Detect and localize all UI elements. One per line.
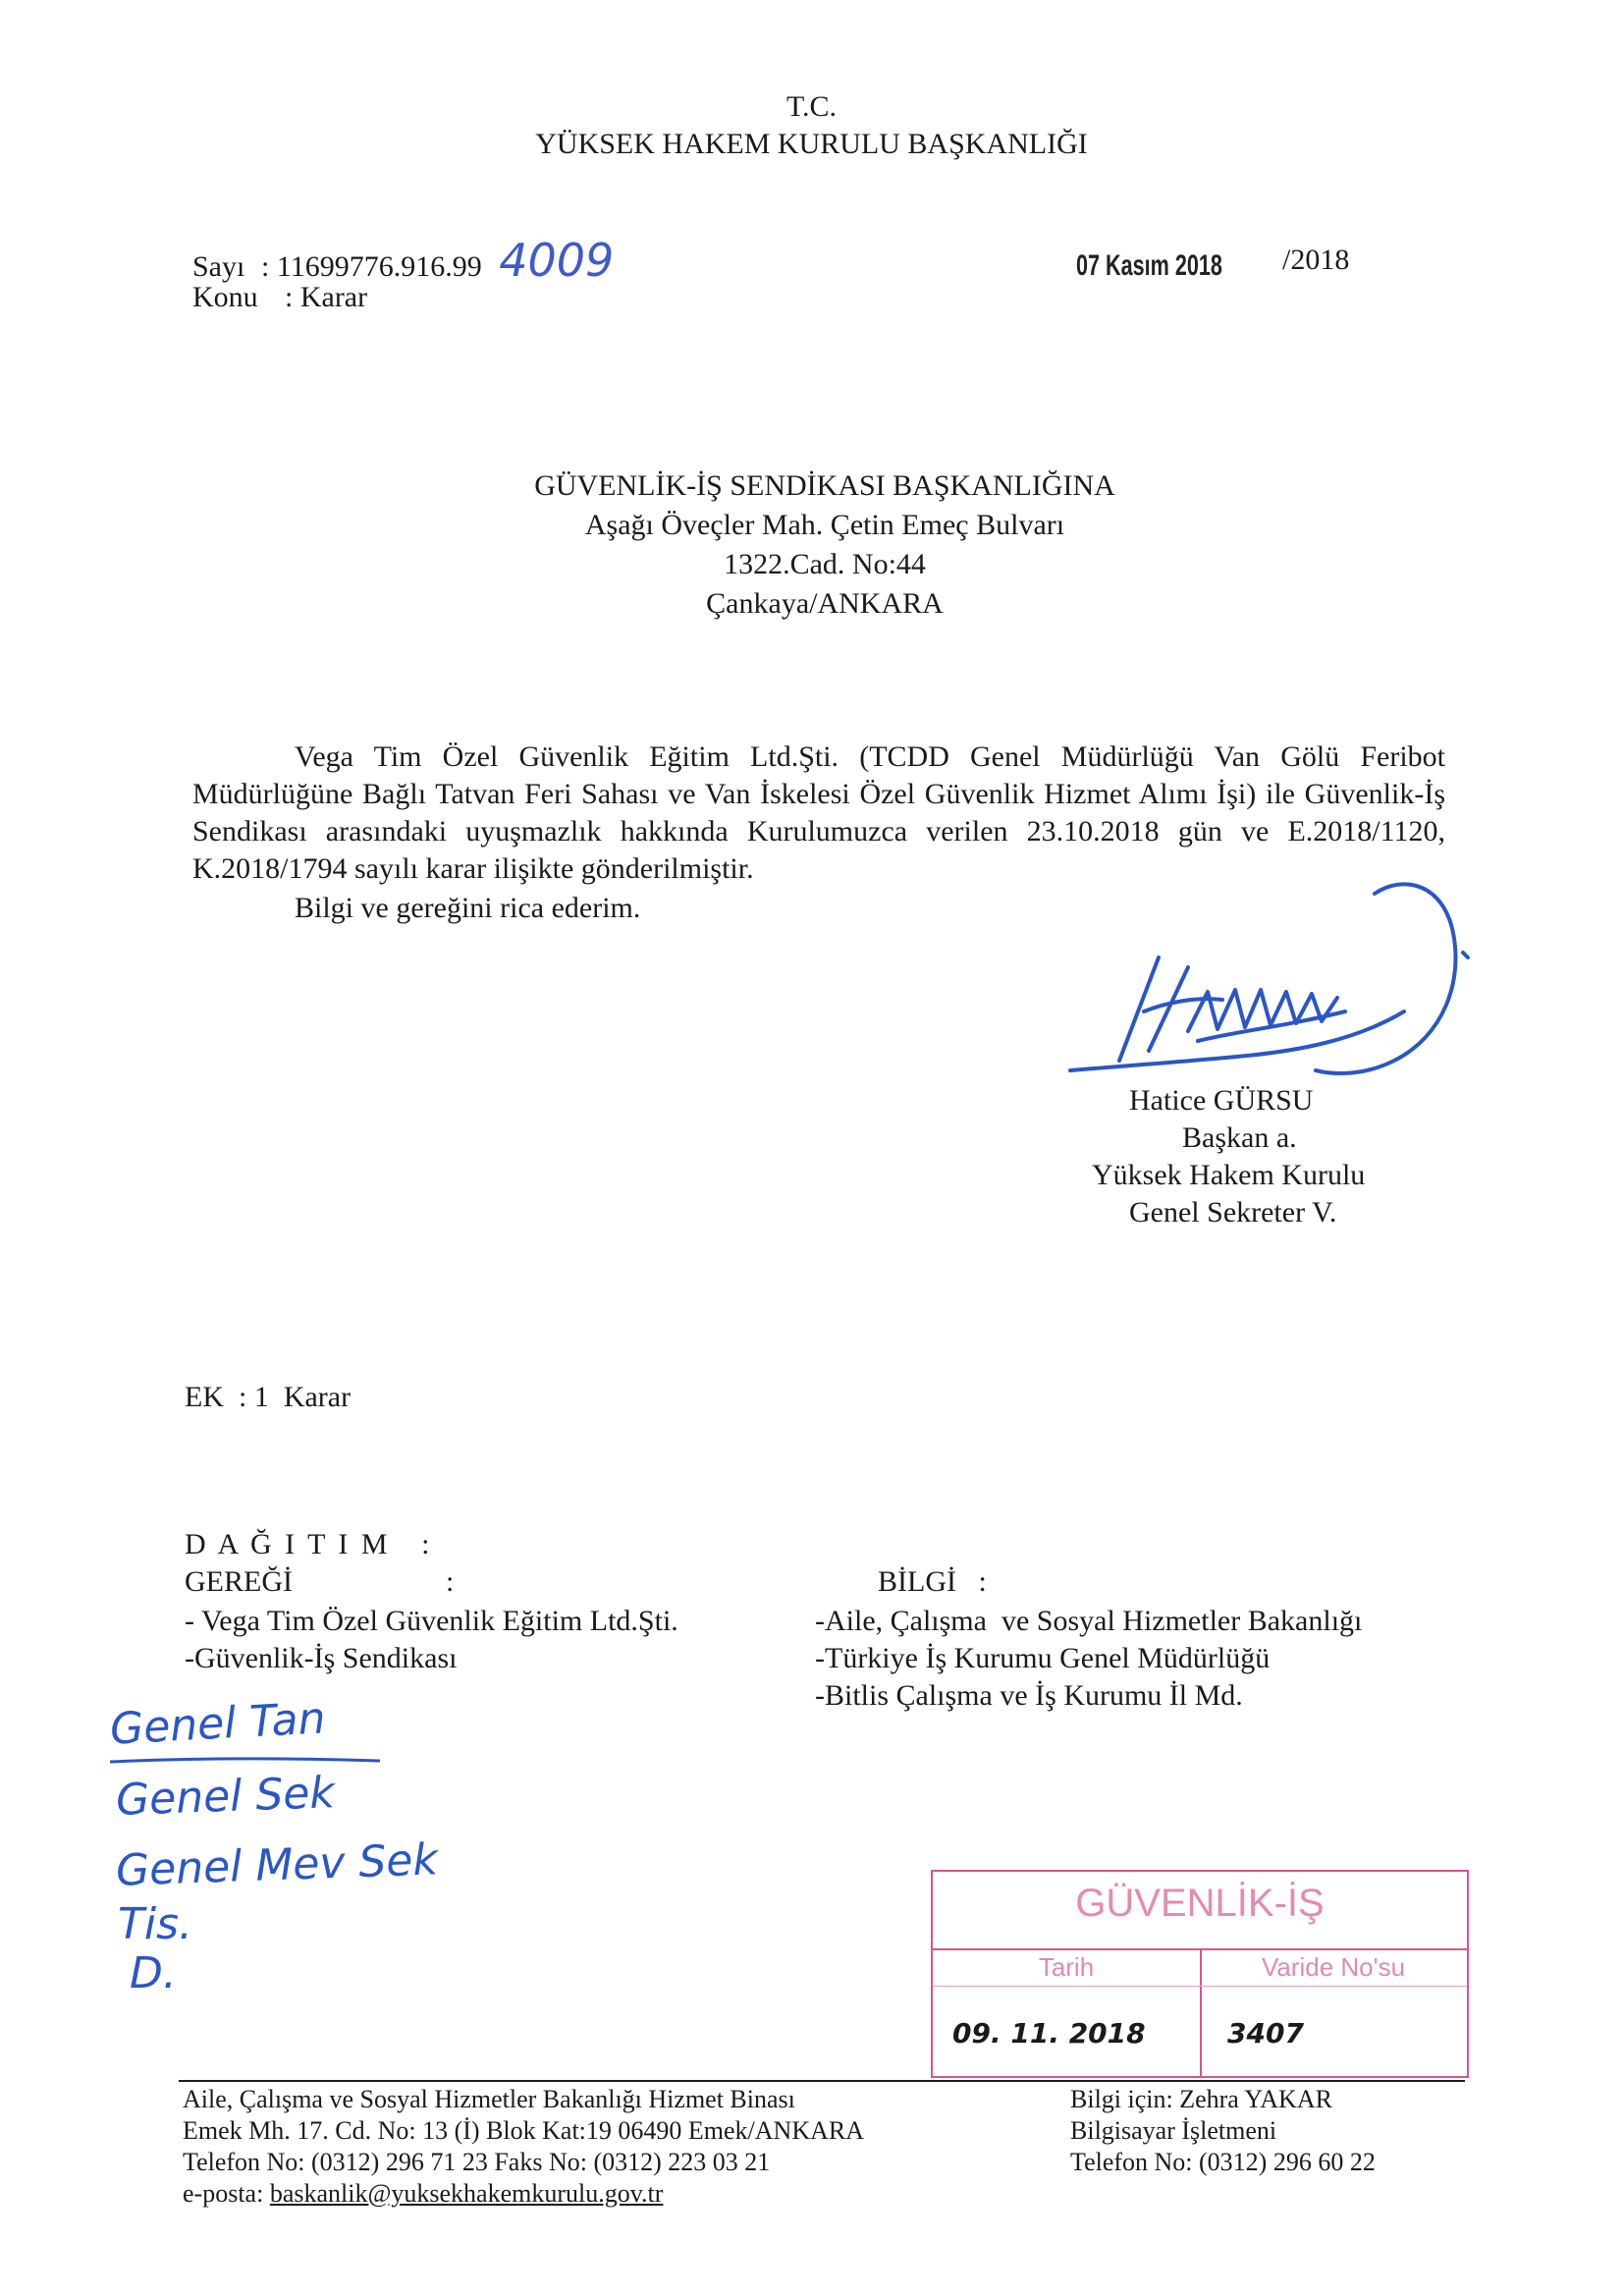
stamp-number-value: 3407 (1227, 2017, 1304, 2050)
stamp-header-divider (933, 1986, 1467, 1987)
handwritten-underline (110, 1756, 385, 1766)
recipient-address-3: Çankaya/ANKARA (706, 587, 944, 620)
handwritten-note-3: Genel Mev Sek (115, 1834, 439, 1896)
date-typed: /2018 (1282, 244, 1350, 276)
footer-left-2: Emek Mh. 17. Cd. No: 13 (İ) Blok Kat:19 06490 Emek/ANKARA (183, 2116, 865, 2145)
stamp-col-date-label: Tarih (1038, 1952, 1095, 1982)
footer-email-line (183, 2178, 663, 2210)
bilgi-item-3: -Bitlis Çalışma ve İş Kurumu İl Md. (815, 1679, 1243, 1712)
sayi-label: Sayı (192, 250, 245, 283)
signer-title-3: Genel Sekreter V. (1129, 1196, 1337, 1229)
sayi-handwritten: 4009 (499, 234, 615, 287)
header-tc: T.C. (785, 90, 838, 123)
signature-mark (1051, 864, 1502, 1100)
footer-right-2: Bilgisayar İşletmeni (1070, 2116, 1277, 2145)
geregi-item-1: - Vega Tim Özel Güvenlik Eğitim Ltd.Şti. (185, 1605, 678, 1637)
recipient-address-2: 1322.Cad. No:44 (724, 548, 926, 580)
konu-label: Konu (192, 281, 258, 313)
handwritten-note-2: Genel Sek (115, 1768, 336, 1826)
signer-title-1: Başkan a. (1182, 1121, 1297, 1154)
bilgi-label: BİLGİ : (878, 1565, 987, 1598)
header-institution: YÜKSEK HAKEM KURULU BAŞKANLIĞI (535, 128, 1088, 160)
geregi-item-2: -Güvenlik-İş Sendikası (185, 1642, 458, 1674)
footer-right-1: Bilgi için: Zehra YAKAR (1070, 2085, 1332, 2113)
stamp-title: GÜVENLİK-İŞ (1075, 1882, 1325, 1925)
stamp-col-number-label: Varide No'su (1261, 1952, 1406, 1982)
handwritten-note-1: Genel Tan (108, 1693, 327, 1755)
footer-rule (179, 2080, 1465, 2082)
konu-line (192, 279, 367, 316)
sayi-value: : 11699776.916.99 (261, 250, 482, 283)
distribution-heading: D A Ğ I T I M : (185, 1528, 433, 1560)
signer-name: Hatice GÜRSU (1129, 1084, 1314, 1117)
bilgi-item-1: -Aile, Çalışma ve Sosyal Hizmetler Bakanlığı (815, 1605, 1363, 1637)
footer-email-link[interactable]: baskanlik@yuksekhakemkurulu.gov.tr (269, 2179, 664, 2208)
recipient-name: GÜVENLİK-İŞ SENDİKASI BAŞKANLIĞINA (534, 469, 1115, 502)
handwritten-note-4: Tis. (118, 1899, 193, 1949)
geregi-label: GEREĞİ (185, 1565, 293, 1598)
konu-value: : Karar (285, 281, 368, 313)
footer-left-1: Aile, Çalışma ve Sosyal Hizmetler Bakanlığı Hizmet Binası (183, 2085, 795, 2113)
body-paragraph-text: Vega Tim Özel Güvenlik Eğitim Ltd.Şti. (TCDD Genel Müdürlüğü Van Gölü Feribot Müdürlüğüne Bağlı Tatvan Feri Sahası ve Van İskelesi Özel Güvenlik Hizmet Alımı İşi) ile Güvenlik-İş Sendikası arasındaki uyuşmazlık hakkında Kurulumuzca verilen 23.10.2018 gün ve E.2018/1120, K.2018/1794 sayılı karar ilişikte gönderilmiştir. (192, 740, 1445, 885)
footer-right-3: Telefon No: (0312) 296 60 22 (1070, 2148, 1376, 2176)
geregi-colon: : (446, 1565, 455, 1598)
footer-left-3: Telefon No: (0312) 296 71 23 Faks No: (0312) 223 03 21 (183, 2148, 771, 2176)
bilgi-item-2: -Türkiye İş Kurumu Genel Müdürlüğü (815, 1642, 1271, 1674)
attachment-line: EK : 1 Karar (185, 1381, 352, 1413)
handwritten-note-5: D. (130, 1948, 177, 1998)
signer-title-2: Yüksek Hakem Kurulu (1092, 1159, 1366, 1191)
date-stamp: 07 Kasım 2018 (1076, 249, 1222, 282)
recipient-address-1: Aşağı Öveçler Mah. Çetin Emeç Bulvarı (584, 509, 1065, 541)
closing-line: Bilgi ve gereğini rica ederim. (295, 892, 641, 924)
footer-email-label: e-posta: (183, 2179, 264, 2208)
receipt-stamp (931, 1870, 1469, 2078)
stamp-date-value: 09. 11. 2018 (952, 2017, 1146, 2050)
